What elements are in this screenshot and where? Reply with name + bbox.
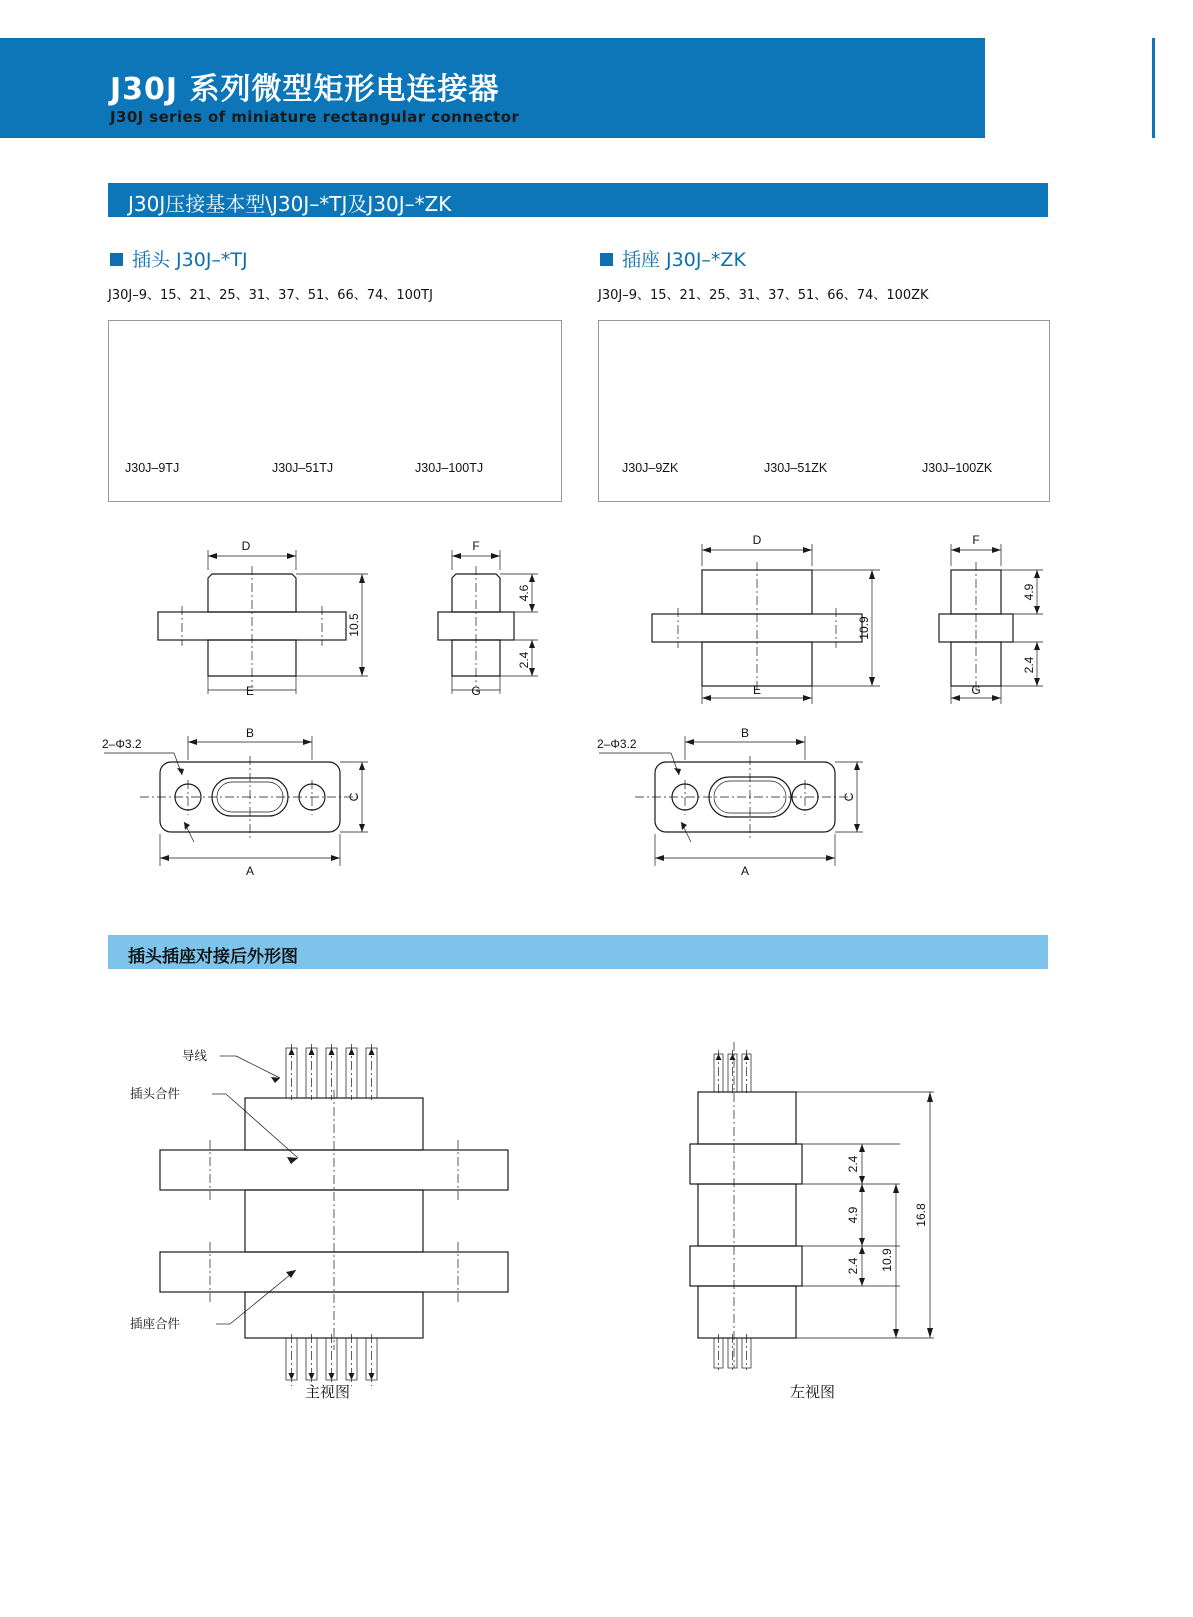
- dim-top-label: 4.9: [1022, 583, 1036, 601]
- section-bar-compression-type: [108, 183, 1048, 217]
- caption-left-view: 左视图: [790, 1383, 836, 1401]
- dim-g-label: G: [471, 684, 481, 698]
- dim-total-inner-label: 10.9: [880, 1248, 894, 1272]
- hole-note-label: 2–Φ3.2: [597, 737, 637, 751]
- wire-label: 导线: [182, 1048, 208, 1063]
- tj-side-view-drawing: [420, 530, 560, 698]
- dim-f-label: F: [472, 539, 480, 553]
- dim-d3-label: 2.4: [846, 1257, 860, 1275]
- socket-photo-caption-3: J30J–100ZK: [922, 461, 993, 475]
- socket-photo-caption-2: J30J–51ZK: [764, 461, 828, 475]
- header-edge-mark: [1152, 38, 1155, 138]
- dim-d2-label: 4.9: [846, 1206, 860, 1224]
- dim-d-label: D: [752, 533, 762, 547]
- plug-photo-caption-1: J30J–9TJ: [125, 461, 180, 475]
- subhead-socket: [600, 245, 746, 272]
- dim-e-label: E: [752, 683, 762, 697]
- plug-photo-caption-2: J30J–51TJ: [272, 461, 334, 475]
- tj-bottom-view-drawing: [100, 726, 380, 878]
- socket-assembly-label: 插座合件: [130, 1316, 181, 1331]
- plug-photo-caption-3: J30J–100TJ: [415, 461, 484, 475]
- subhead-plug-label: 插头 J30J–*TJ: [132, 249, 248, 271]
- dim-d-label: D: [241, 539, 251, 553]
- dim-b-label: B: [245, 726, 255, 740]
- section-bar-label: J30J压接基本型\J30J–*TJ及J30J–*ZK: [128, 192, 452, 216]
- dim-a-label: A: [245, 864, 255, 878]
- hole-note-label: 2–Φ3.2: [102, 737, 142, 751]
- dim-f-label: F: [972, 533, 980, 547]
- socket-model-list: J30J–9、15、21、25、31、37、51、66、74、100ZK: [598, 288, 929, 303]
- dim-g-label: G: [971, 683, 981, 697]
- tj-front-view-drawing: [140, 530, 380, 698]
- dim-bottom-label: 2.4: [1022, 656, 1036, 674]
- dim-d1-label: 2.4: [846, 1155, 860, 1173]
- subhead-socket-label: 插座 J30J–*ZK: [622, 249, 746, 271]
- dim-bottom-label: 2.4: [517, 651, 531, 669]
- caption-front-view: 主视图: [305, 1383, 351, 1401]
- dim-e-label: E: [245, 684, 255, 698]
- assembly-front-view-drawing: [130, 1030, 550, 1370]
- zk-front-view-drawing: [640, 528, 890, 696]
- bullet-square-icon: [110, 253, 123, 266]
- socket-photo-caption-1: J30J–9ZK: [622, 461, 679, 475]
- plug-assembly-label: 插头合件: [130, 1086, 181, 1101]
- dim-b-label: B: [740, 726, 750, 740]
- bullet-square-icon: [600, 253, 613, 266]
- header-title-cn: J30J 系列微型矩形电连接器: [110, 72, 500, 107]
- dim-top-label: 4.6: [517, 584, 531, 602]
- header-title-en: J30J series of miniature rectangular connector: [110, 108, 520, 126]
- dim-c-label: C: [347, 792, 361, 802]
- section-bar-mated-outline: [108, 935, 1048, 969]
- dim-c-label: C: [842, 792, 856, 802]
- dim-height-label: 10.9: [857, 616, 871, 640]
- subhead-plug: [110, 245, 248, 272]
- zk-bottom-view-drawing: [595, 726, 875, 878]
- zk-side-view-drawing: [925, 528, 1055, 696]
- plug-model-list: J30J–9、15、21、25、31、37、51、66、74、100TJ: [108, 288, 433, 303]
- dim-total-outer-label: 16.8: [914, 1203, 928, 1227]
- dim-a-label: A: [740, 864, 750, 878]
- dim-height-label: 10.5: [347, 613, 361, 637]
- assembly-left-view-drawing: [690, 1030, 970, 1370]
- section-bar-label: 插头插座对接后外形图: [128, 947, 298, 967]
